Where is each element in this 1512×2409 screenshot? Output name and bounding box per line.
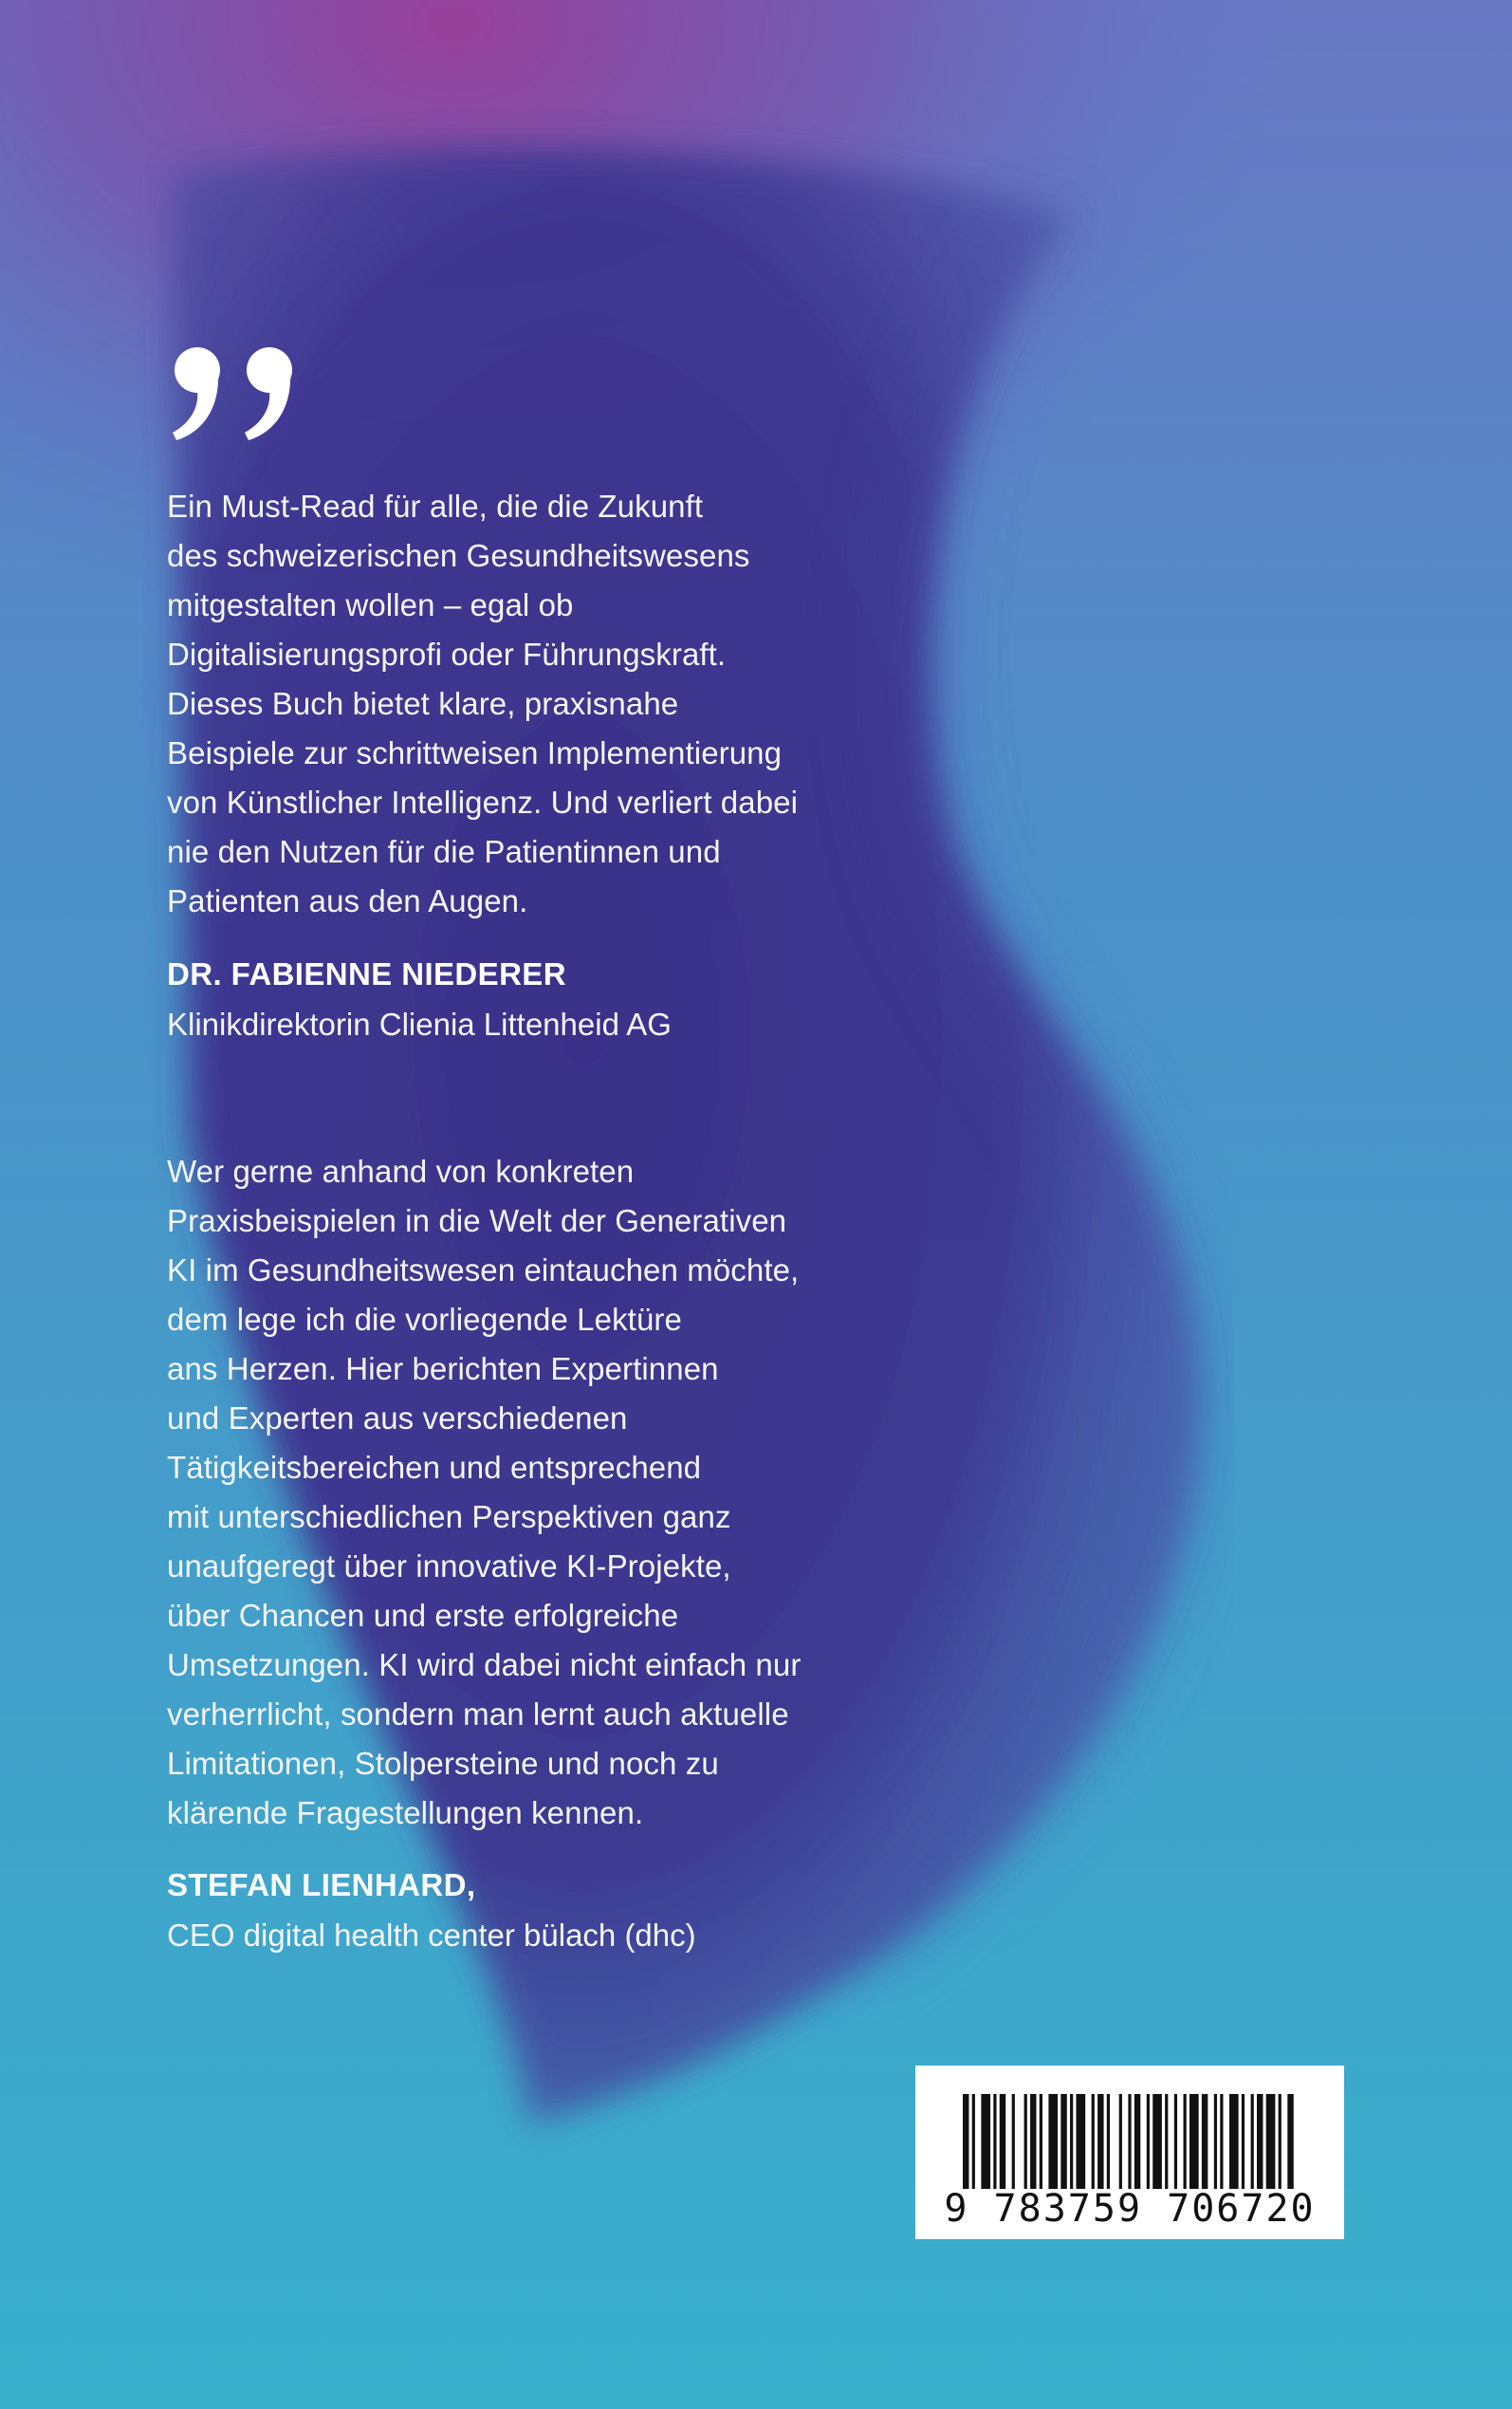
closing-quotation-mark-icon: [163, 334, 315, 448]
barcode-bar: [1119, 2094, 1122, 2189]
barcode-bar: [1279, 2094, 1282, 2189]
barcode-bar: [1048, 2094, 1058, 2189]
barcode-bar: [972, 2094, 975, 2189]
barcode-bar: [1128, 2094, 1131, 2189]
barcode-bar: [1152, 2094, 1162, 2189]
barcode-bar: [1030, 2094, 1036, 2189]
barcode-bar: [1165, 2094, 1168, 2189]
isbn-number: 9 783759 706720: [944, 2187, 1316, 2231]
testimonial-2-text: Wer gerne anhand von konkreten Praxisbeispielen in die Welt der Generativen KI im Gesundheitswesen eintauchen möchte, dem lege ich die vorliegende Lektüre ans Herzen. Hier berichten Expertinnen und Experten aus verschiedenen Tätigkeitsbereichen und entsprechend mit unterschiedlichen Perspektiven ganz unaufgeregt über innovative KI-Projekte, über Chancen und erste erfolgreiche Umsetzungen. KI wird dabei nicht einfach nur verherrlicht, sondern man lernt auch aktuelle Limitationen, Stolpersteine und noch zu klärende Fragestellungen kennen.: [167, 1154, 802, 1830]
barcode-bar: [1134, 2094, 1140, 2189]
barcode-bar: [1147, 2094, 1150, 2189]
barcode-bar: [1000, 2094, 1005, 2189]
barcode-bar: [1060, 2094, 1066, 2189]
testimonial-2-role: CEO digital health center bülach (dhc): [167, 1918, 696, 1953]
barcode-bar: [1024, 2094, 1027, 2189]
barcode-bar: [993, 2094, 996, 2189]
barcode-bar: [1184, 2094, 1187, 2189]
isbn-barcode: [915, 2066, 1344, 2239]
testimonial-1-text: Ein Must-Read für alle, die die Zukunft des schweizerischen Gesundheitswesens mitgestalten wollen – egal ob Digitalisierungsprofi oder Führungskraft. Dieses Buch bietet klare, praxisnahe Beispiele zur schrittweisen Implementierung von Künstlicher Intelligenz. Und verliert dabei nie den Nutzen für die Patientinnen und Patienten aus den Augen.: [167, 489, 799, 918]
barcode-bar: [1242, 2094, 1245, 2189]
barcode-bar: [963, 2094, 968, 2189]
barcode-bar: [1092, 2094, 1095, 2189]
barcode-bar: [1257, 2094, 1263, 2189]
barcode-bar: [1251, 2094, 1254, 2189]
barcode-bar: [981, 2094, 990, 2189]
barcode-bar: [1214, 2094, 1217, 2189]
barcode-bar: [1229, 2094, 1239, 2189]
barcode-bar: [1220, 2094, 1223, 2189]
testimonial-2-author: STEFAN LIENHARD,: [167, 1867, 476, 1902]
barcode-bars: [963, 2094, 1297, 2189]
barcode-bar: [1107, 2094, 1110, 2189]
barcode-bar: [1012, 2094, 1015, 2189]
testimonial-1-role: Klinikdirektorin Clienia Littenheid AG: [167, 1007, 672, 1042]
barcode-bar: [1174, 2094, 1177, 2189]
barcode-bar: [1040, 2094, 1042, 2189]
testimonial-1-author: DR. FABIENNE NIEDERER: [167, 956, 566, 991]
barcode-bar: [1287, 2094, 1293, 2189]
barcode-bar: [1097, 2094, 1103, 2189]
barcode-bar: [1076, 2094, 1085, 2189]
barcode-bar: [1202, 2094, 1208, 2189]
barcode-bar: [1266, 2094, 1276, 2189]
barcode-bar: [1189, 2094, 1199, 2189]
barcode-bar: [1070, 2094, 1073, 2189]
